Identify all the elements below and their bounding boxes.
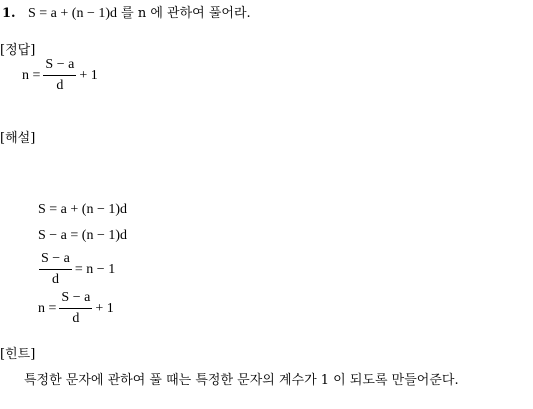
answer-denominator: d (56, 78, 64, 93)
problem-instruction: 를 n 에 관하여 풀어라. (121, 6, 251, 21)
solution-step-4 (38, 291, 114, 326)
answer-rhs: + 1 (79, 67, 98, 83)
answer-fraction (43, 58, 76, 93)
answer-numerator: S − a (43, 58, 76, 76)
step3-numerator: S − a (39, 252, 72, 270)
hint-text: 특정한 문자에 관하여 풀 때는 특정한 문자의 계수가 1 이 되도록 만들어준다. (24, 373, 459, 388)
answer-equation (22, 58, 98, 93)
solution-label: [해설] (0, 131, 36, 146)
problem-statement (2, 7, 251, 21)
answer-label: [정답] (0, 43, 36, 58)
solution-step-3 (36, 252, 115, 287)
step4-fraction (59, 291, 92, 326)
step4-rhs: + 1 (95, 300, 114, 316)
step4-lhs: n = (38, 300, 57, 316)
step4-denominator: d (72, 311, 80, 326)
step3-denominator: d (51, 272, 59, 287)
answer-lhs: n = (22, 67, 41, 83)
solution-step-2: S − a = (n − 1)d (38, 228, 128, 243)
step4-numerator: S − a (59, 291, 92, 309)
problem-expression: S = a + (n − 1)d (27, 6, 117, 21)
hint-label: [힌트] (0, 347, 36, 362)
problem-number: 1. (2, 6, 16, 21)
solution-step-1: S = a + (n − 1)d (38, 202, 128, 217)
step3-fraction (39, 252, 72, 287)
step3-rhs: = n − 1 (74, 261, 116, 277)
